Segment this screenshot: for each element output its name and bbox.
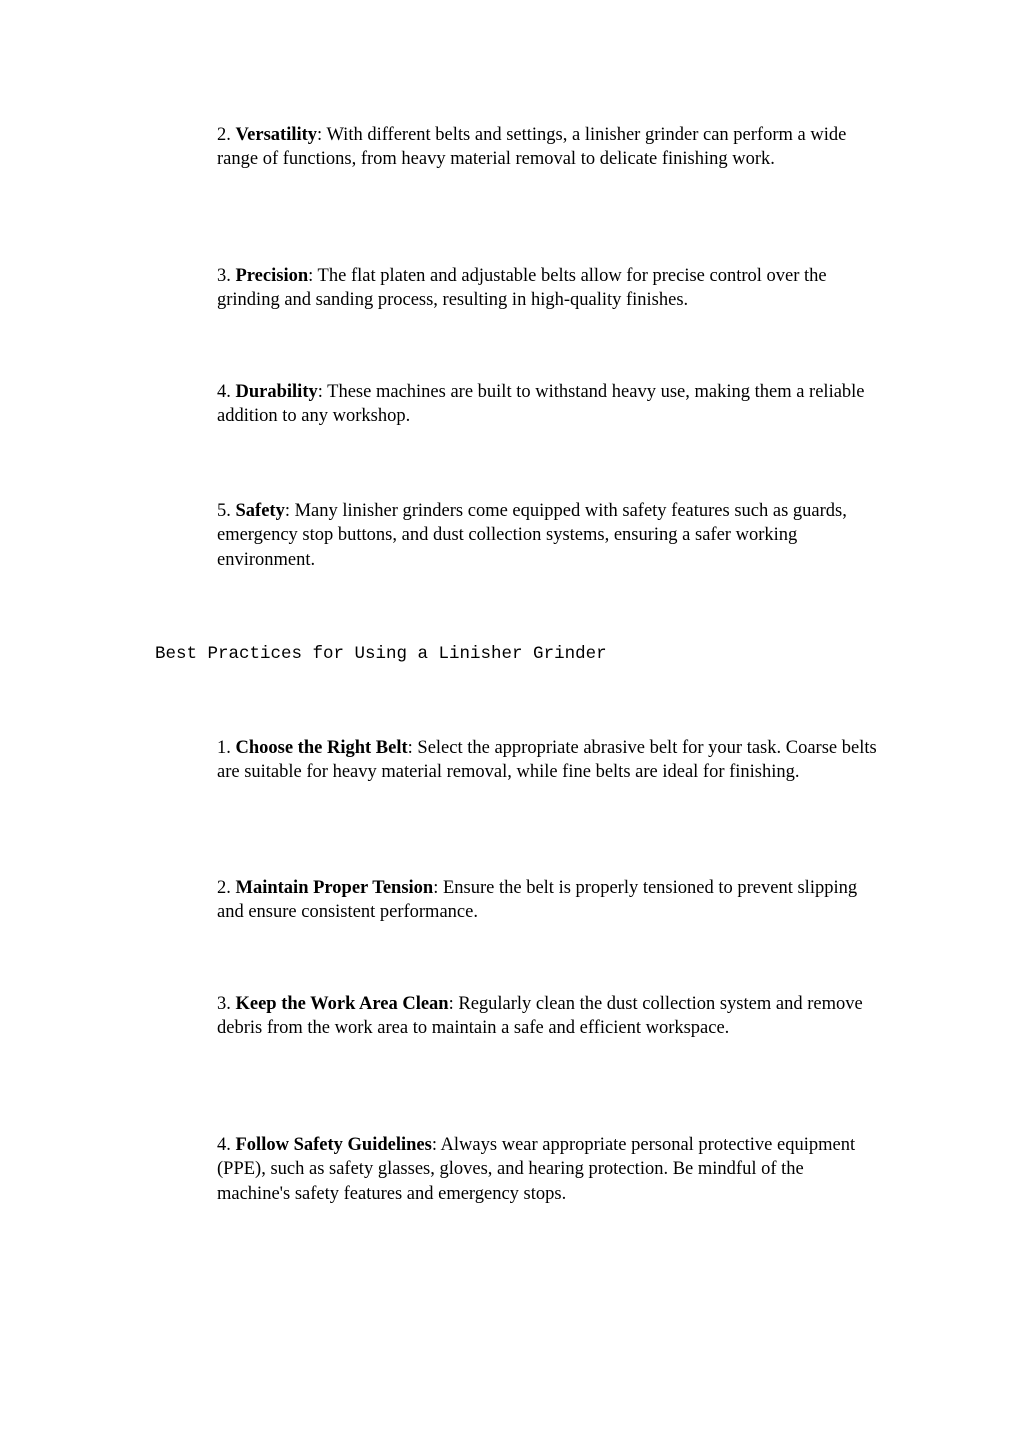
item-description: : With different belts and settings, a linisher grinder can perform a wide range of functions, from heavy material removal to delicate finishing work. <box>217 125 847 170</box>
item-number: 5. <box>217 501 231 521</box>
practice-safety-guidelines <box>217 1133 877 1206</box>
practice-maintain-tension <box>217 876 877 925</box>
item-term: Durability <box>235 382 318 402</box>
item-description: : Many linisher grinders come equipped with safety features such as guards, emergency stop buttons, and dust collection systems, ensuring a safer working environment. <box>217 501 847 570</box>
item-number: 3. <box>217 266 231 286</box>
item-term: Safety <box>235 501 285 521</box>
item-term: Keep the Work Area Clean <box>235 994 449 1014</box>
practice-clean-area <box>217 992 877 1041</box>
benefit-precision <box>217 264 877 313</box>
item-number: 2. <box>217 125 231 145</box>
item-number: 4. <box>217 382 231 402</box>
item-number: 3. <box>217 994 231 1014</box>
benefit-versatility <box>217 123 877 172</box>
section-heading: Best Practices for Using a Linisher Grinder <box>155 644 607 664</box>
item-description: : Select the appropriate abrasive belt for your task. Coarse belts are suitable for heavy material removal, while fine belts are ideal for finishing. <box>217 738 877 783</box>
benefit-durability <box>217 380 877 429</box>
item-number: 2. <box>217 878 231 898</box>
item-description: : The flat platen and adjustable belts allow for precise control over the grinding and sanding process, resulting in high-quality finishes. <box>217 266 827 311</box>
item-term: Versatility <box>235 125 318 145</box>
practice-choose-belt <box>217 736 877 785</box>
item-term: Follow Safety Guidelines <box>235 1135 432 1155</box>
benefit-safety <box>217 499 877 572</box>
item-description: : Always wear appropriate personal protective equipment (PPE), such as safety glasses, gloves, and hearing protection. Be mindful of the machine's safety features and emergency stops. <box>217 1135 856 1204</box>
item-description: : Regularly clean the dust collection system and remove debris from the work area to maintain a safe and efficient workspace. <box>217 994 863 1039</box>
item-term: Precision <box>235 266 309 286</box>
item-number: 1. <box>217 738 231 758</box>
item-term: Maintain Proper Tension <box>235 878 434 898</box>
item-description: : Ensure the belt is properly tensioned to prevent slipping and ensure consistent performance. <box>217 878 858 923</box>
item-term: Choose the Right Belt <box>235 738 408 758</box>
item-number: 4. <box>217 1135 231 1155</box>
item-description: : These machines are built to withstand heavy use, making them a reliable addition to any workshop. <box>217 382 865 427</box>
